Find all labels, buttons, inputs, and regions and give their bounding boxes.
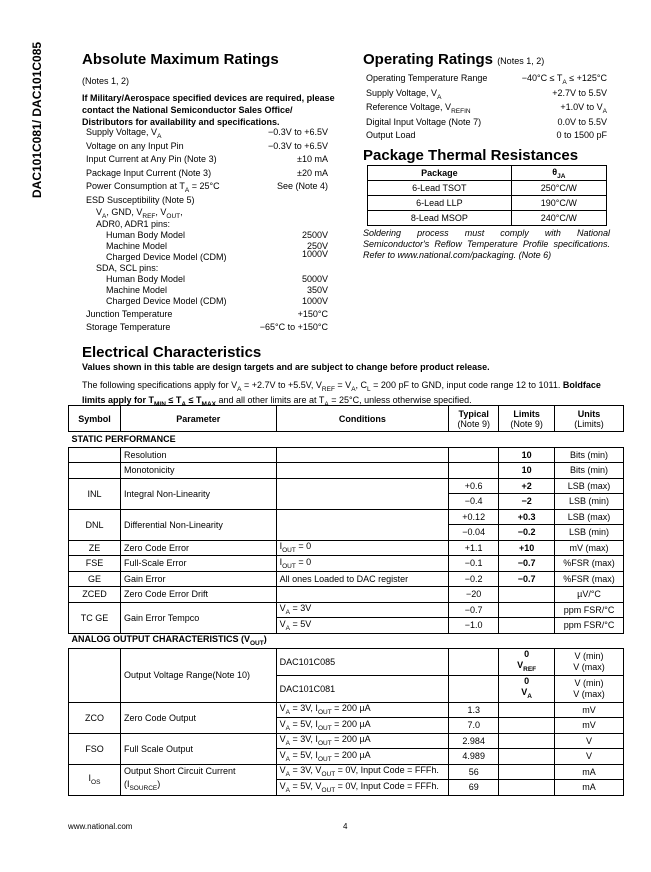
elec-intro: The following specifications apply for $V_A = +2.7V$ to +5.5V, $V_{REF} = V_A$, $C_L = 200$ pF to GND, input code range 12 to 1011. Boldface limits apply for $T_{MIN} \le T_A \le T_{MAX}$ and all other limits are at $T_A = 25^\circ C$, unless otherwise specified. [82, 380, 601, 408]
table-row: DAC101C081 0 $V_A$ V (min) V (max) [69, 675, 624, 702]
table-row: $V_A = 5V$, $I_{OUT} = 200$ µA 7.0 mV [69, 718, 624, 734]
table-row: 8-Lead MSOP 240°C/W [368, 211, 607, 226]
soldering-note: Soldering process must comply with National Semiconductor's Reflow Temperature Profile specifications. Refer to www.national.com/packaging. (Note 6) [363, 228, 610, 260]
table-row: −0.04 −0.2 LSB (min) [69, 525, 624, 541]
section-row: ANALOG OUTPUT CHARACTERISTICS $(V_{OUT})$ [69, 633, 624, 649]
elec-table [68, 405, 624, 796]
table-row: FSE Full-Scale Error $I_{OUT} = 0$ −0.1 −0.7 %FSR (max) [69, 556, 624, 572]
table-row: $V_A = 5V$, $V_{OUT} = 0V$, Input Code = FFFh. 69 mA [69, 780, 624, 796]
table-row: $V_A = 5V$ −1.0 ppm FSR/°C [69, 618, 624, 634]
op-ratings-title: Operating Ratings (Notes 1, 2) [363, 51, 545, 68]
table-row: DNL Differential Non-Linearity +0.12 +0.3 LSB (max) [69, 509, 624, 525]
table-row: Monotonicity 10 Bits (min) [69, 463, 624, 479]
table-row: INL Integral Non-Linearity +0.6 +2 LSB (max) [69, 478, 624, 494]
abs-max-title: Absolute Maximum Ratings [82, 51, 279, 68]
table-row: TC GE Gain Error Tempco $V_A = 3V$ −0.7 ppm FSR/°C [69, 602, 624, 618]
footer-page: 4 [343, 822, 348, 831]
elec-title: Electrical Characteristics [82, 344, 262, 361]
thermal-title: Package Thermal Resistances [363, 147, 579, 164]
section-row: STATIC PERFORMANCE [69, 432, 624, 448]
table-row: ZE Zero Code Error $I_{OUT} = 0$ +1.1 +10 mV (max) [69, 540, 624, 556]
table-row: Output Voltage Range(Note 10) DAC101C085 0 $V_{REF}$ V (min) V (max) [69, 649, 624, 676]
table-row: $I_{OS}$ Output Short Circuit Current $(I_{SOURCE})$ $V_A = 3V$, $V_{OUT} = 0V$, Input Code = FFFh. 56 mA [69, 764, 624, 780]
elec-subtitle: Values shown in this table are design targets and are subject to change before product release. [82, 362, 490, 372]
table-row: ZCO Zero Code Output $V_A = 3V$, $I_{OUT} = 200$ µA 1.3 mV [69, 702, 624, 718]
table-row: $V_A = 5V$, $I_{OUT} = 200$ µA 4.989 V [69, 749, 624, 765]
footer-site: www.national.com [68, 822, 133, 831]
table-row: 6-Lead TSOT 250°C/W [368, 181, 607, 196]
side-title: DAC101C081/ DAC101C085 [30, 41, 44, 198]
table-header-row: Symbol Parameter Conditions Typical (Note 9) Limits (Note 9) Units (Limits) [69, 406, 624, 432]
military-note: If Military/Aerospace specified devices are required, please contact the National Semiconductor Sales Office/ Distributors for availability and specifications. [82, 93, 335, 127]
table-row: Package $\theta_{JA}$ [368, 166, 607, 181]
table-row: Resolution 10 Bits (min) [69, 447, 624, 463]
table-row: ZCED Zero Code Error Drift −20 µV/°C [69, 587, 624, 603]
table-row: 6-Lead LLP 190°C/W [368, 196, 607, 211]
abs-max-notes: (Notes 1, 2) [82, 76, 130, 86]
table-row: GE Gain Error All ones Loaded to DAC register −0.2 −0.7 %FSR (max) [69, 571, 624, 587]
table-row: −0.4 −2 LSB (min) [69, 494, 624, 510]
thermal-table [367, 165, 607, 226]
table-row: FSO Full Scale Output $V_A = 3V$, $I_{OUT} = 200$ µA 2.984 V [69, 733, 624, 749]
